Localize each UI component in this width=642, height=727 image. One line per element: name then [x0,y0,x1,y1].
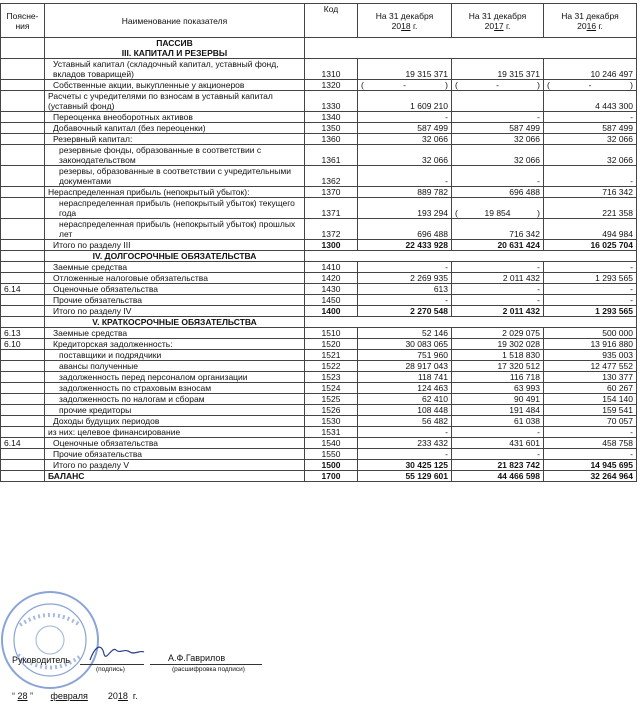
row-code: 1522 [305,361,358,372]
value-2017: 2 011 432 [452,273,544,284]
row-name: резервные фонды, образованные в соответствии с законодательством [45,145,305,166]
value-2018: - [358,112,452,123]
row-name: Кредиторская задолженность: [45,339,305,350]
row-code: 1371 [305,198,358,219]
value-2017: 19 302 028 [452,339,544,350]
row-note [1,306,45,317]
row-code: 1350 [305,123,358,134]
total-row [1,460,637,471]
row-code: 1550 [305,449,358,460]
value-2018: 62 410 [358,394,452,405]
table-row [1,145,637,166]
value-2017: - [452,262,544,273]
row-name: Добавочный капитал (без переоценки) [45,123,305,134]
row-note [1,383,45,394]
value-2017: 587 499 [452,123,544,134]
row-code: 1520 [305,339,358,350]
value-2017: - [452,112,544,123]
row-code: 1361 [305,145,358,166]
value-2016: 32 066 [544,145,637,166]
row-code: 1524 [305,383,358,394]
row-name: Нераспределенная прибыль (непокрытый убыток): [45,187,305,198]
row-name: Доходы будущих периодов [45,416,305,427]
row-note [1,251,45,262]
value-2016: - [544,295,637,306]
total-row [1,306,637,317]
section-title: V. КРАТКОСРОЧНЫЕ ОБЯЗАТЕЛЬСТВА [45,317,305,328]
table-row [1,295,637,306]
row-name: задолженность перед персоналом организации [45,372,305,383]
table-row [1,284,637,295]
value-2017: 431 601 [452,438,544,449]
section-spacer [305,38,637,59]
value-2016: 1 293 565 [544,273,637,284]
table-row [1,372,637,383]
header-col-2017: На 31 декабря 2017 г. [452,4,544,38]
value-2016: 4 443 300 [544,91,637,112]
row-code: 1330 [305,91,358,112]
value-2017: - [452,284,544,295]
header-name: Наименование показателя [45,4,305,38]
director-name: А.Ф.Гаврилов [168,653,226,663]
value-2017: 19 315 371 [452,59,544,80]
value-2017: 1 518 830 [452,350,544,361]
row-name: Прочие обязательства [45,449,305,460]
section-header-row [1,317,637,328]
row-note [1,471,45,482]
value-2016: 494 984 [544,219,637,240]
date-day: 28 [17,691,28,701]
value-2016: - [544,449,637,460]
value-2018: 124 463 [358,383,452,394]
row-note [1,449,45,460]
table-row [1,361,637,372]
row-code: 1510 [305,328,358,339]
date-year: 18 [117,691,128,701]
row-note [1,145,45,166]
row-note [1,460,45,471]
row-note [1,295,45,306]
header-col-2016: На 31 декабря 2016 г. [544,4,637,38]
value-2016: - [544,284,637,295]
value-2018: 32 066 [358,145,452,166]
row-code: 1300 [305,240,358,251]
value-2016: 12 477 552 [544,361,637,372]
header-note: Поясне- ния [1,4,45,38]
row-name: Заемные средства [45,328,305,339]
row-name: БАЛАНС [45,471,305,482]
table-row [1,134,637,145]
row-note: 6.13 [1,328,45,339]
name-line [150,664,262,665]
row-name: авансы полученные [45,361,305,372]
row-name: Итого по разделу III [45,240,305,251]
value-2018: - [358,262,452,273]
row-name: резервы, образованные в соответствии с учредительными документами [45,166,305,187]
table-row [1,219,637,240]
value-2016: 458 758 [544,438,637,449]
value-2018: 889 782 [358,187,452,198]
row-name: поставщики и подрядчики [45,350,305,361]
value-2017: - [452,295,544,306]
row-name: Расчеты с учредителями по взносам в уставный капитал (уставный фонд) [45,91,305,112]
table-row [1,449,637,460]
section-title: IV. ДОЛГОСРОЧНЫЕ ОБЯЗАТЕЛЬСТВА [45,251,305,262]
row-code: 1500 [305,460,358,471]
value-2018: 108 448 [358,405,452,416]
table-row [1,123,637,134]
table-row [1,59,637,80]
value-2016: - [544,427,637,438]
section-header-row [1,38,637,59]
value-2018: 30 425 125 [358,460,452,471]
row-code: 1540 [305,438,358,449]
row-note [1,361,45,372]
value-2017: 63 993 [452,383,544,394]
row-name: задолженность по страховым взносам [45,383,305,394]
header-row [1,4,637,38]
row-note [1,80,45,91]
value-2018: 587 499 [358,123,452,134]
value-2016: 587 499 [544,123,637,134]
total-row [1,240,637,251]
value-2016: 500 000 [544,328,637,339]
value-2017: 2 029 075 [452,328,544,339]
value-2017: 191 484 [452,405,544,416]
value-2017: 716 342 [452,219,544,240]
row-code: 1410 [305,262,358,273]
value-2018: 55 129 601 [358,471,452,482]
value-2018: 22 433 928 [358,240,452,251]
value-2018: - [358,295,452,306]
value-2018: 751 960 [358,350,452,361]
section-spacer [305,317,637,328]
value-2018: 193 294 [358,198,452,219]
value-2018: 1 609 210 [358,91,452,112]
value-2016: 154 140 [544,394,637,405]
row-note [1,38,45,59]
table-row [1,80,637,91]
value-2017: 2 011 432 [452,306,544,317]
value-2016: 70 057 [544,416,637,427]
date-month: февраля [50,691,88,701]
row-note [1,273,45,284]
row-note [1,198,45,219]
row-name: Резервный капитал: [45,134,305,145]
value-2016: 16 025 704 [544,240,637,251]
row-name: Оценочные обязательства [45,284,305,295]
value-2017: 17 320 512 [452,361,544,372]
value-2016: 1 293 565 [544,306,637,317]
value-2018: 613 [358,284,452,295]
row-code: 1523 [305,372,358,383]
row-note: 6.14 [1,284,45,295]
header-col-2018: На 31 декабря 2018 г. [358,4,452,38]
row-note [1,166,45,187]
header-code: Код [305,4,358,38]
row-code: 1340 [305,112,358,123]
row-code: 1370 [305,187,358,198]
row-note: 6.14 [1,438,45,449]
row-note [1,394,45,405]
balance-table [0,3,637,482]
table-row [1,416,637,427]
row-code: 1420 [305,273,358,284]
value-2016: 32 066 [544,134,637,145]
table-row [1,339,637,350]
row-note [1,91,45,112]
value-2018: 30 083 065 [358,339,452,350]
table-row [1,427,637,438]
row-code: 1531 [305,427,358,438]
row-name: Собственные акции, выкупленные у акционеров [45,80,305,91]
value-2016: 935 003 [544,350,637,361]
value-2018: 118 741 [358,372,452,383]
row-code: 1372 [305,219,358,240]
value-2016: - [544,112,637,123]
value-2018: - [358,427,452,438]
handwritten-signature [86,640,146,664]
table-row [1,438,637,449]
total-row [1,471,637,482]
row-note [1,123,45,134]
value-2018: - [358,166,452,187]
value-2017: ( - ) [452,80,544,91]
value-2016: - [544,166,637,187]
value-2018: 696 488 [358,219,452,240]
row-name: Отложенные налоговые обязательства [45,273,305,284]
row-name: из них: целевое финансирование [45,427,305,438]
value-2016: 60 267 [544,383,637,394]
table-row [1,350,637,361]
row-code: 1362 [305,166,358,187]
table-row [1,262,637,273]
value-2017: - [452,166,544,187]
signature-hint: (подпись) [96,666,125,673]
row-note [1,112,45,123]
row-note [1,262,45,273]
value-2017: - [452,449,544,460]
sign-date: “ 28 ” февраля 2018 г. [12,691,138,701]
value-2018: 28 917 043 [358,361,452,372]
table-row [1,112,637,123]
table-body [1,38,637,482]
value-2017: 44 466 598 [452,471,544,482]
value-2017: 21 823 742 [452,460,544,471]
row-note [1,405,45,416]
value-2016: 14 945 695 [544,460,637,471]
row-note [1,372,45,383]
row-name: нераспределенная прибыль (непокрытый убыток) текущего года [45,198,305,219]
section-title: ПАССИВ III. КАПИТАЛ И РЕЗЕРВЫ [45,38,305,59]
value-2018: 52 146 [358,328,452,339]
row-note [1,350,45,361]
value-2016: ( - ) [544,80,637,91]
row-note [1,427,45,438]
table-row [1,91,637,112]
row-code: 1521 [305,350,358,361]
row-name: Оценочные обязательства [45,438,305,449]
row-name: прочие кредиторы [45,405,305,416]
value-2016: 159 541 [544,405,637,416]
value-2018: - [358,449,452,460]
row-note [1,219,45,240]
row-code: 1320 [305,80,358,91]
section-spacer [305,251,637,262]
row-note [1,187,45,198]
row-code: 1525 [305,394,358,405]
value-2017: 32 066 [452,145,544,166]
value-2018: 32 066 [358,134,452,145]
value-2016: 221 358 [544,198,637,219]
value-2018: ( - ) [358,80,452,91]
value-2016: 13 916 880 [544,339,637,350]
value-2018: 2 270 548 [358,306,452,317]
value-2017: 696 488 [452,187,544,198]
value-2017: ( 19 854 ) [452,198,544,219]
signature-role: Руководитель [12,655,70,665]
value-2017: 20 631 424 [452,240,544,251]
value-2016: 130 377 [544,372,637,383]
value-2016: 32 264 964 [544,471,637,482]
value-2017: 61 038 [452,416,544,427]
value-2017: 32 066 [452,134,544,145]
row-code: 1430 [305,284,358,295]
row-name: Итого по разделу V [45,460,305,471]
row-note [1,416,45,427]
row-name: Прочие обязательства [45,295,305,306]
value-2018: 19 315 371 [358,59,452,80]
value-2016: 716 342 [544,187,637,198]
value-2017 [452,91,544,112]
table-row [1,166,637,187]
value-2017: 116 718 [452,372,544,383]
signature-line [80,664,144,665]
row-note: 6.10 [1,339,45,350]
row-code: 1526 [305,405,358,416]
row-note [1,134,45,145]
row-code: 1700 [305,471,358,482]
row-name: задолженность по налогам и сборам [45,394,305,405]
table-row [1,394,637,405]
value-2018: 56 482 [358,416,452,427]
row-code: 1450 [305,295,358,306]
row-code: 1310 [305,59,358,80]
row-note [1,317,45,328]
value-2017: - [452,427,544,438]
table-row [1,405,637,416]
name-hint: (расшифровка подписи) [172,666,245,673]
value-2016: 10 246 497 [544,59,637,80]
value-2018: 233 432 [358,438,452,449]
table-row [1,187,637,198]
table-row [1,328,637,339]
row-code: 1360 [305,134,358,145]
table-row [1,198,637,219]
section-header-row [1,251,637,262]
row-name: Итого по разделу IV [45,306,305,317]
row-name: Переоценка внеоборотных активов [45,112,305,123]
value-2016: - [544,262,637,273]
row-note [1,59,45,80]
row-name: Заемные средства [45,262,305,273]
row-code: 1530 [305,416,358,427]
value-2017: 90 491 [452,394,544,405]
table-row [1,273,637,284]
row-name: Уставный капитал (складочный капитал, уставный фонд, вкладов товарищей) [45,59,305,80]
row-note [1,240,45,251]
value-2018: 2 269 935 [358,273,452,284]
row-code: 1400 [305,306,358,317]
table-row [1,383,637,394]
row-name: нераспределенная прибыль (непокрытый убыток) прошлых лет [45,219,305,240]
